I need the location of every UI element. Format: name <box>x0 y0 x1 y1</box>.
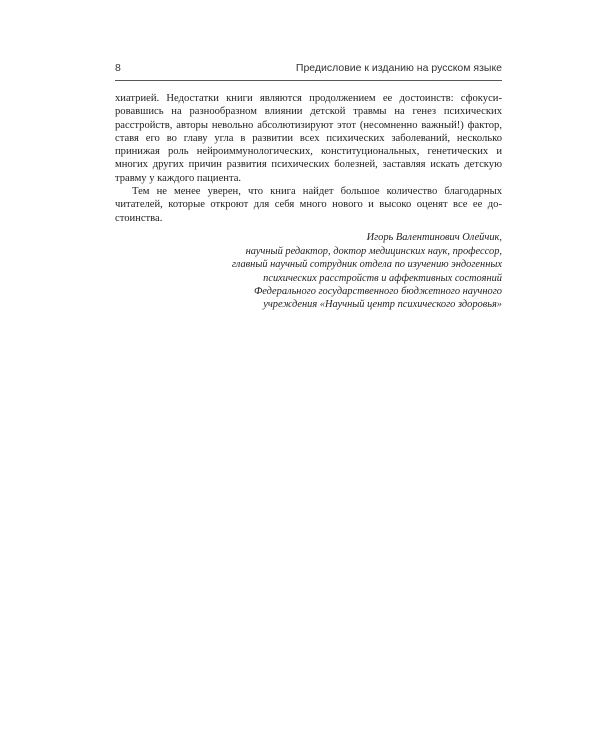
signature-line-2: главный научный сотрудник отдела по изучению эндогенных <box>231 259 502 271</box>
paragraph-1: хиатрией. Недостатки книги являются продолжением ее достоинств: сфокусировавшись на разнообразном влиянии детской травмы на генез психических расстройств, авторы невольно абсолютизируют этот (несомненно важный!) фактор, ставя его во главу угла в развитии всех психических заболеваний, несколько принижая роль нейроиммунологических, конституциональных, генетических и многих других причин развития психических болезней, заставляя искать детскую травму у каждого пациента. <box>115 93 502 184</box>
body-text <box>115 92 502 225</box>
running-title: Предисловие к изданию на русском языке <box>295 62 502 74</box>
signature-line-4: Федерального государственного бюджетного научного <box>253 285 502 297</box>
signature-name: Игорь Валентинович Олейчик, <box>366 232 502 243</box>
signature-line-1: научный редактор, доктор медицинских наук, профессор, <box>245 246 502 258</box>
page-number: 8 <box>115 62 121 74</box>
signature-block <box>190 231 502 311</box>
header-rule <box>115 80 502 81</box>
signature-line-3: психических расстройств и аффективных состояний <box>263 272 502 284</box>
paragraph-2: Тем не менее уверен, что книга найдет большое количество благодарных читателей, которые откроют для себя много нового и высоко оценят все ее достоинства. <box>115 186 502 224</box>
signature-line-5: учреждения «Научный центр психического здоровья» <box>263 299 502 311</box>
running-head <box>115 62 502 74</box>
